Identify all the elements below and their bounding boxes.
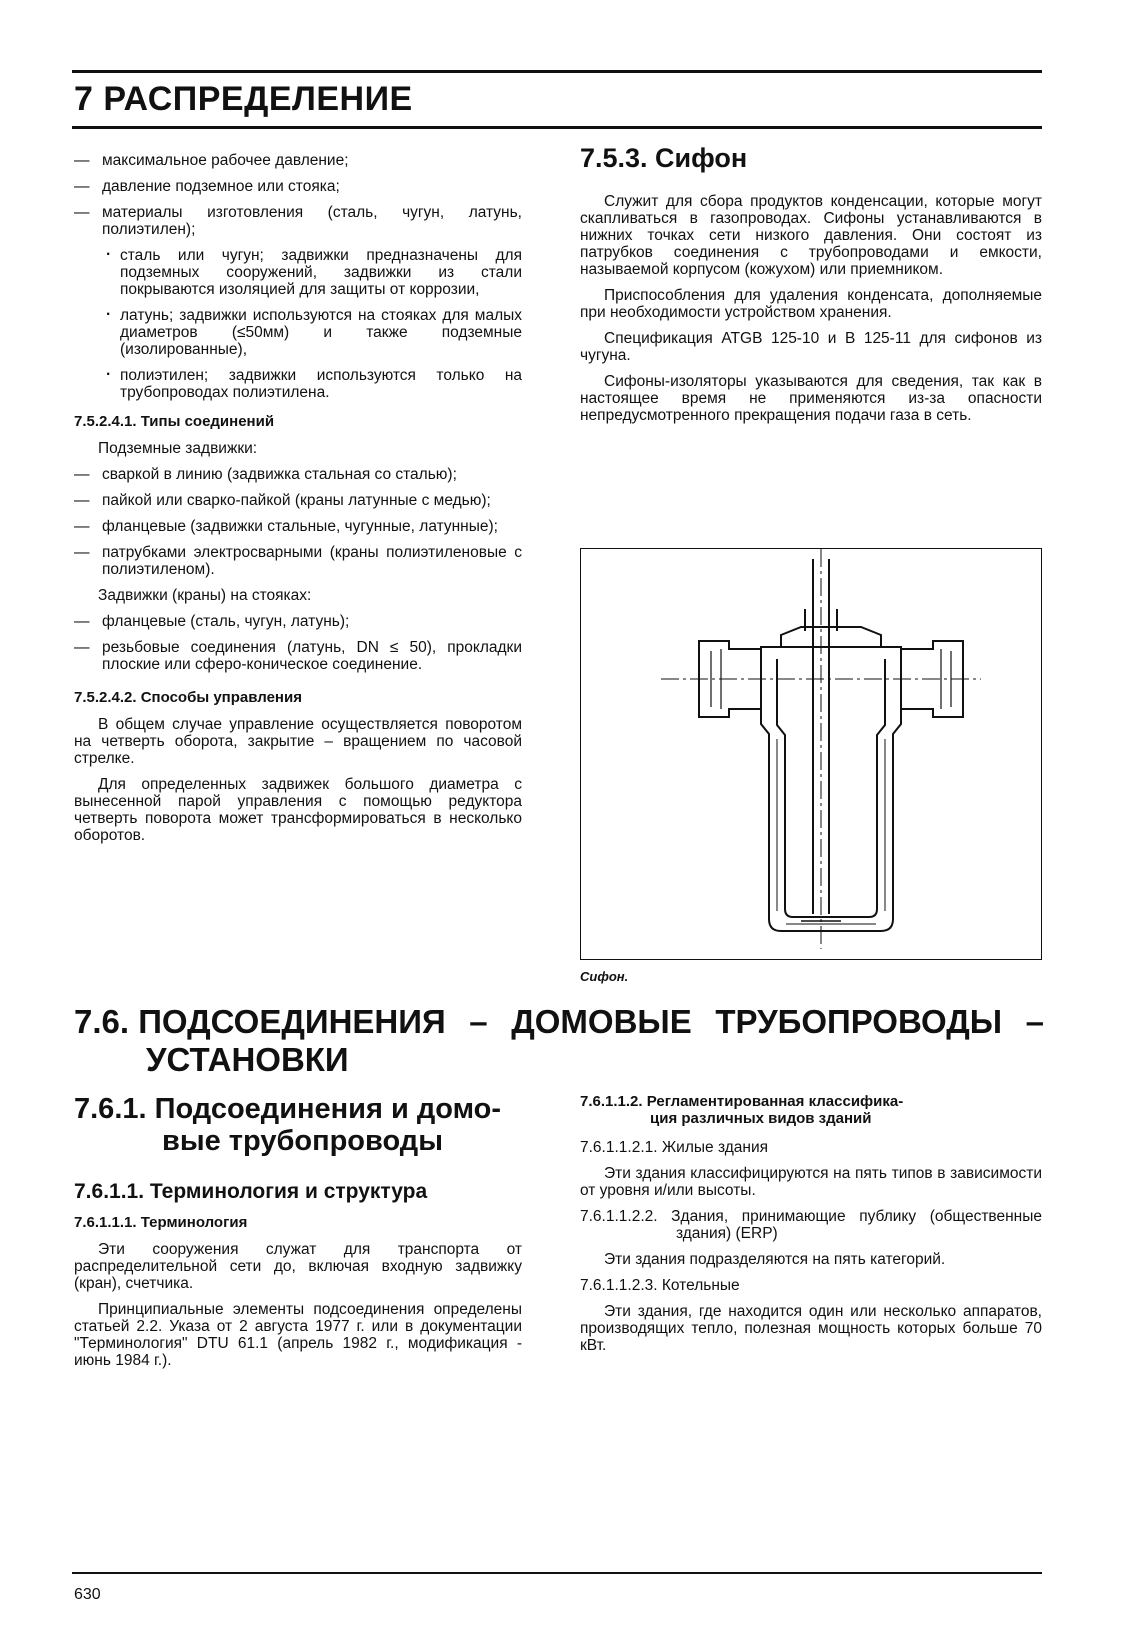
left-column-lower (74, 1093, 522, 1378)
siphon-drawing (581, 549, 1041, 959)
bottom-rule (72, 1572, 1042, 1574)
chapter-underline (72, 126, 1042, 129)
title-part: – (469, 1003, 488, 1040)
title-part: ТРУБОПРОВОДЫ (715, 1003, 1003, 1040)
title-part: – (1025, 1003, 1044, 1040)
numbered-item: 7.6.1.1.2.1. Жилые здания (580, 1139, 768, 1156)
list-item: · полиэтилен; задвижки используются только на трубопроводах полиэтилена. (74, 367, 522, 401)
paragraph: Задвижки (краны) на стояках: (98, 587, 312, 604)
list-item: — сваркой в линию (задвижка стальная со сталью); (74, 466, 522, 483)
left-column-upper (74, 152, 522, 853)
paragraph: Эти сооружения служат для транспорта от распределительной сети до, включая входную задвижку (кран), счетчика. (74, 1241, 522, 1292)
subsubsection-heading: 7.6.1.1.1. Терминология (74, 1214, 248, 1231)
heading-line: вые трубопроводы (162, 1125, 443, 1157)
list-item: — пайкой или сварко-пайкой (краны латунные с медью); (74, 492, 522, 509)
paragraph: Эти здания классифицируются на пять типов в зависимости от уровня и/или высоты. (580, 1165, 1042, 1199)
list-item: — материалы изготовления (сталь, чугун, латунь, полиэтилен); (74, 204, 522, 238)
section-heading: 7.5.2.4.1. Типы соединений (74, 413, 275, 430)
section-heading: 7.5.2.4.2. Способы управления (74, 689, 302, 706)
title-part: 7.6. ПОДСОЕДИНЕНИЯ (74, 1003, 446, 1040)
heading-line: ция различных видов зданий (650, 1110, 872, 1127)
heading-line: 7.6.1. Подсоединения и домо- (74, 1093, 502, 1125)
paragraph: Принципиальные элементы подсоединения определены статьей 2.2. Указа от 2 августа 1977 г. или в документации "Терминология" DTU 61.1 (апрель 1982 г., модификация - июнь 1984 г.). (74, 1301, 522, 1369)
title-part: УСТАНОВКИ (146, 1041, 349, 1078)
paragraph: Эти здания подразделяются на пять категорий. (604, 1251, 946, 1268)
section-7-6-title (74, 1003, 1044, 1079)
subsection-heading: 7.6.1.1. Терминология и структура (74, 1180, 428, 1203)
paragraph: В общем случае управление осуществляется поворотом на четверть оборота, закрытие – вращением по часовой стрелке. (74, 716, 522, 767)
numbered-item: 7.6.1.1.2.2. Здания, принимающие публику (общественные здания) (ERP) (580, 1208, 1042, 1242)
paragraph: Подземные задвижки: (98, 440, 258, 457)
list-item: · латунь; задвижки используются на стояках для малых диаметров (≤50мм) и также подземные (изолированные), (74, 307, 522, 358)
list-item: — фланцевые (сталь, чугун, латунь); (74, 613, 522, 630)
list-item: — патрубками электросварными (краны полиэтиленовые с полиэтиленом). (74, 544, 522, 578)
title-part: ДОМОВЫЕ (511, 1003, 692, 1040)
right-column-lower (580, 1093, 1042, 1363)
paragraph: Для определенных задвижек большого диаметра с вынесенной парой управления с помощью редуктора четверть поворота может трансформироваться в несколько оборотов. (74, 776, 522, 844)
section-heading: 7.5.3. Сифон (580, 143, 748, 173)
list-item: — фланцевые (задвижки стальные, чугунные, латунные); (74, 518, 522, 535)
paragraph: Спецификация ATGB 125-10 и В 125-11 для сифонов из чугуна. (580, 330, 1042, 364)
top-rule (72, 70, 1042, 73)
heading-line: 7.6.1.1.2. Регламентированная классифика- (580, 1093, 904, 1110)
section-heading (74, 1093, 522, 1157)
paragraph: Эти здания, где находится один или несколько аппаратов, производящих тепло, полезная мощность которых больше 70 кВт. (580, 1303, 1042, 1354)
paragraph: Сифоны-изоляторы указываются для сведения, так как в настоящее время не применяются из-за опасности непредусмотренного прекращения подачи газа в сеть. (580, 373, 1042, 424)
list-item: — максимальное рабочее давление; (74, 152, 522, 169)
page-number: 630 (74, 1586, 101, 1603)
numbered-item: 7.6.1.1.2.3. Котельные (580, 1277, 740, 1294)
figure-caption: Сифон. (580, 969, 629, 984)
chapter-title: 7 РАСПРЕДЕЛЕНИЕ (74, 80, 413, 118)
paragraph: Приспособления для удаления конденсата, дополняемые при необходимости устройством хранения. (580, 287, 1042, 321)
list-item: · сталь или чугун; задвижки предназначены для подземных сооружений, задвижки из стали покрываются изоляцией для защиты от коррозии, (74, 247, 522, 298)
siphon-figure (580, 548, 1042, 960)
list-item: — давление подземное или стояка; (74, 178, 522, 195)
right-column-upper (580, 143, 1042, 433)
paragraph: Служит для сбора продуктов конденсации, которые могут скапливаться в газопроводах. Сифоны устанавливаются в нижних точках сети низкого давления. Они состоят из патрубков соединения с трубопроводами и емкости, называемой корпусом (кожухом) или приемником. (580, 193, 1042, 278)
section-heading (580, 1093, 1042, 1127)
list-item: — резьбовые соединения (латунь, DN ≤ 50), прокладки плоские или сферо-коническое соединение. (74, 639, 522, 673)
